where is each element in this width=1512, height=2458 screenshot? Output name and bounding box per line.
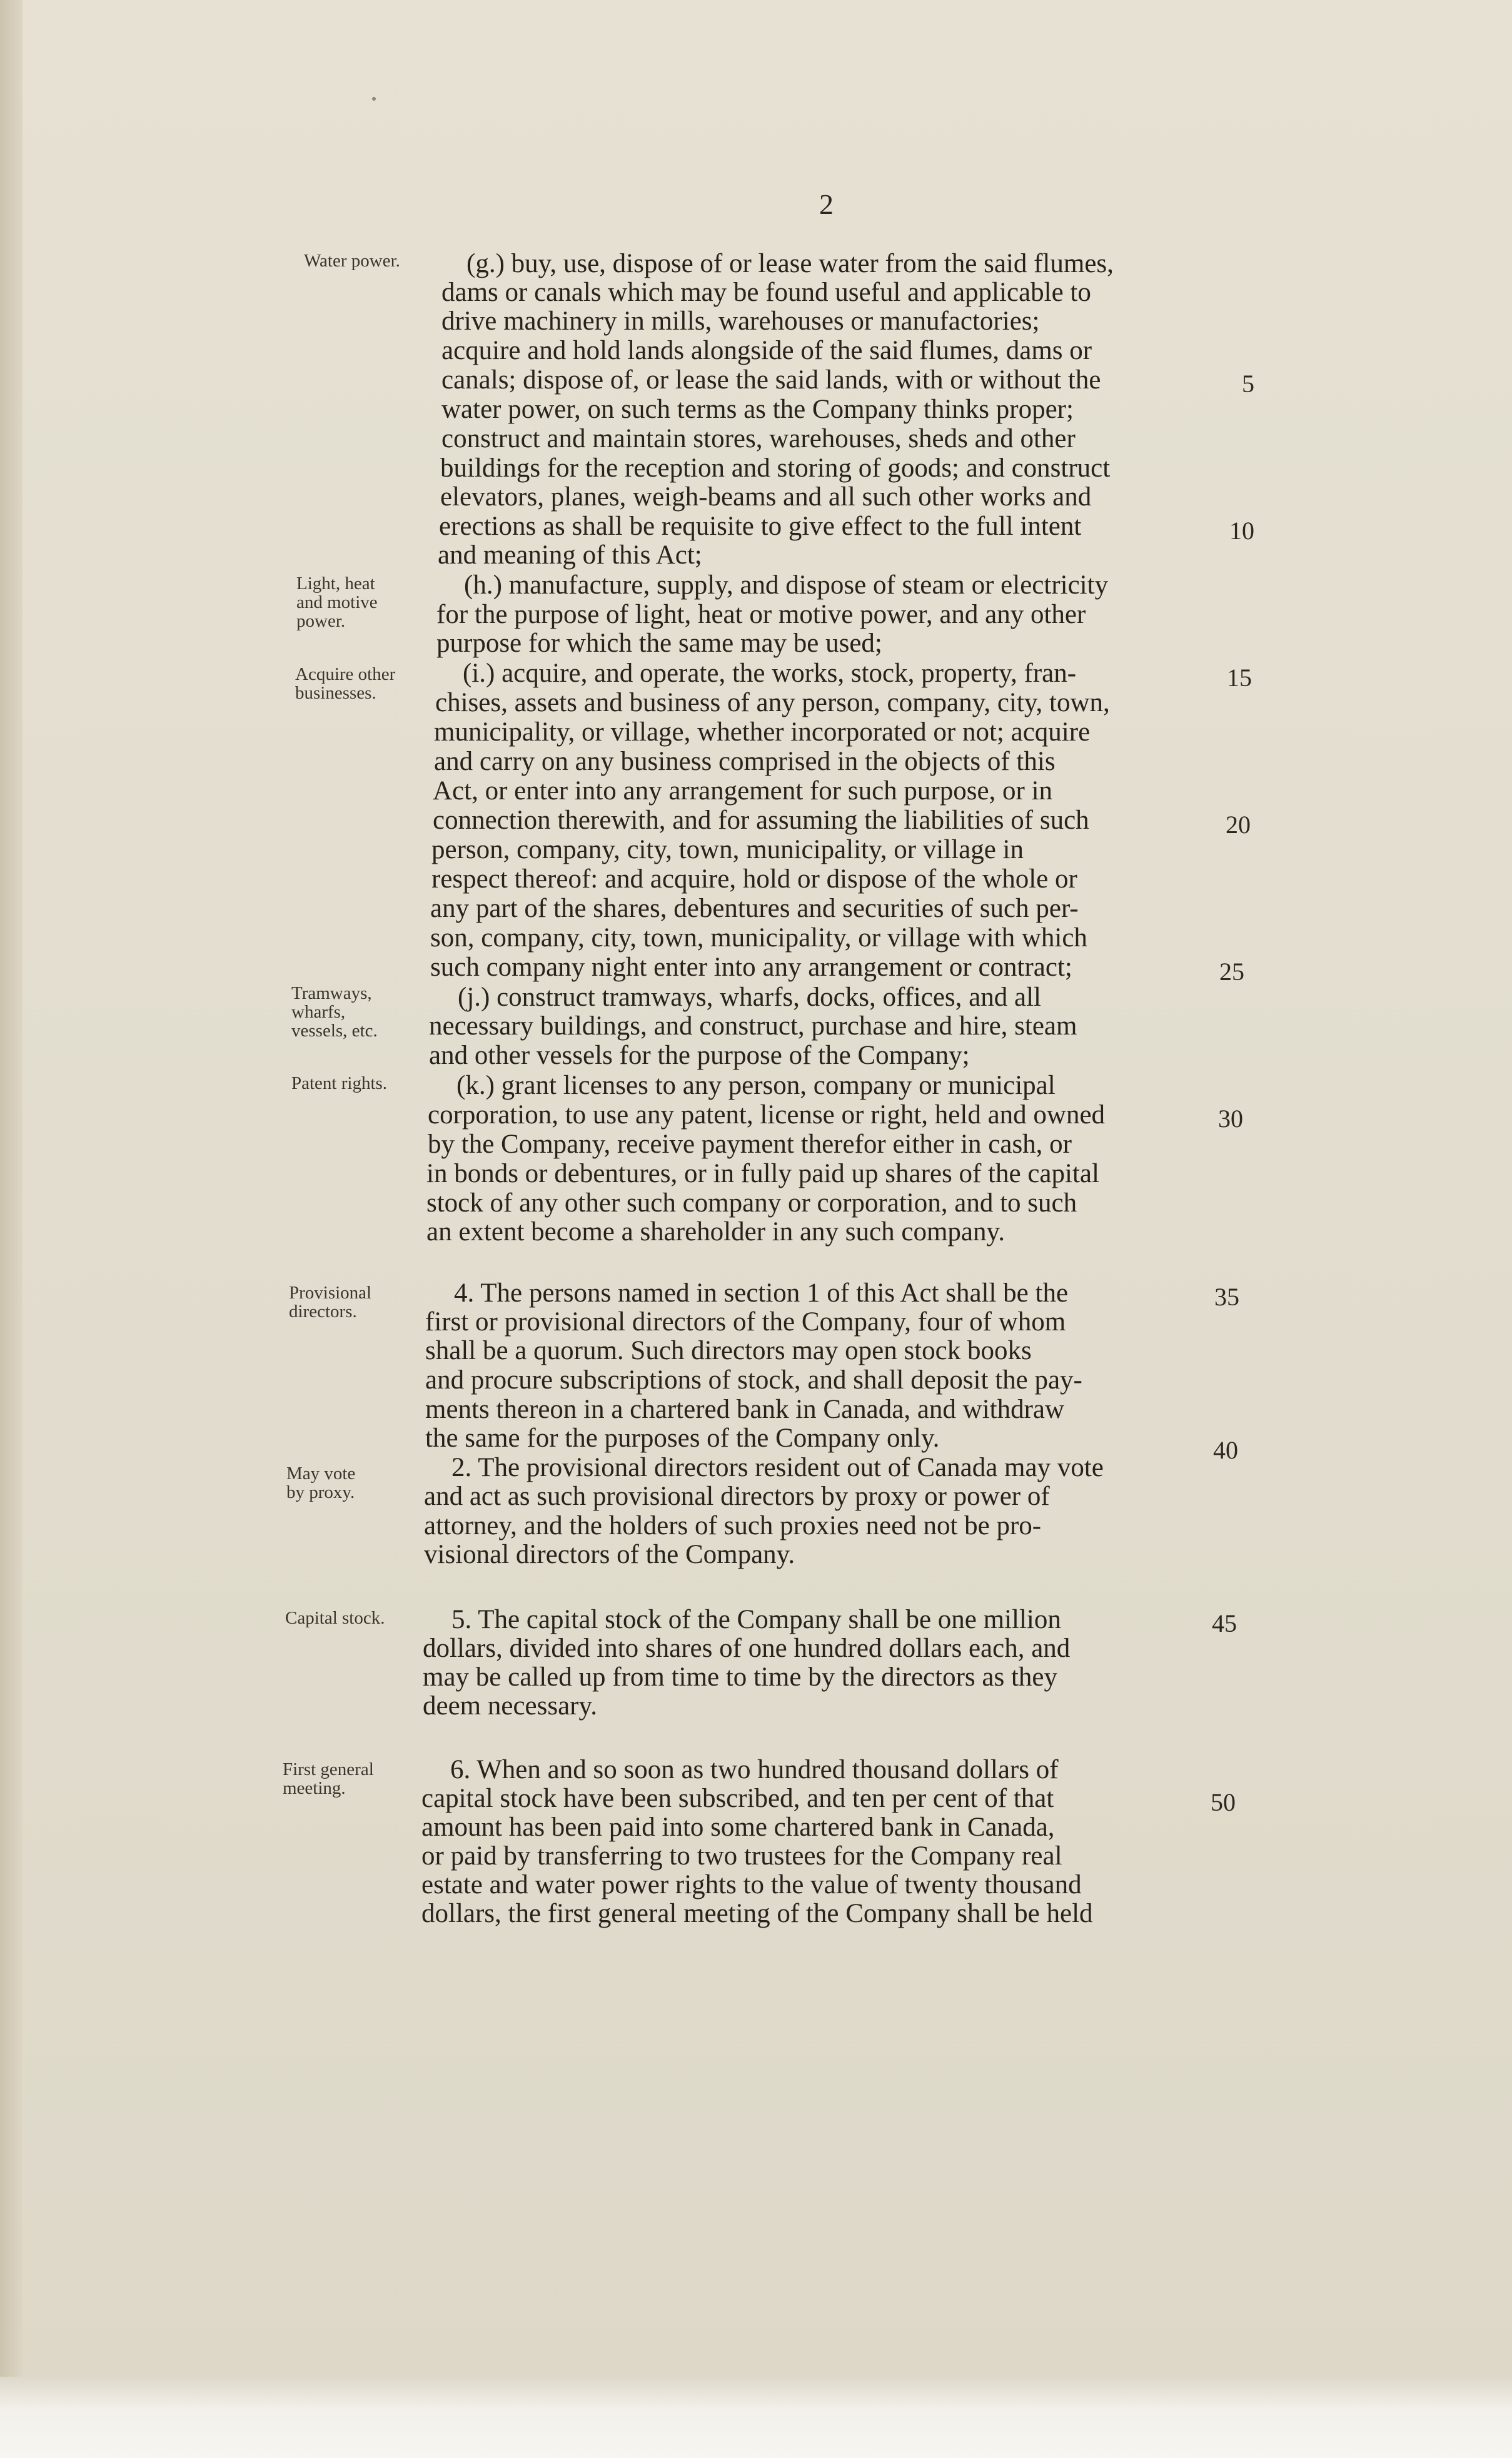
text-line: purpose for which the same may be used;: [436, 629, 882, 658]
text-line: dollars, the first general meeting of the Company shall be held: [421, 1899, 1093, 1928]
text-line: and other vessels for the purpose of the Company;: [429, 1041, 970, 1070]
margin-note-acquire-other: Acquire other businesses.: [295, 664, 396, 703]
text-line: municipality, or village, whether incorporated or not; acquire: [434, 717, 1091, 747]
text-line: son, company, city, town, municipality, or village with which: [430, 923, 1087, 953]
line-number: 45: [1212, 1609, 1237, 1637]
text-line: such company night enter into any arrangement or contract;: [430, 953, 1072, 982]
text-line: (i.) acquire, and operate, the works, stock, property, fran-: [463, 659, 1077, 688]
line-number: 25: [1219, 958, 1244, 986]
text-line: canals; dispose of, or lease the said lands, with or without the: [441, 365, 1101, 395]
text-line: (j.) construct tramways, wharfs, docks, offices, and all: [458, 983, 1041, 1012]
text-line: for the purpose of light, heat or motive power, and any other: [436, 600, 1086, 629]
line-number: 35: [1214, 1283, 1239, 1311]
text-line: 6. When and so soon as two hundred thousand dollars of: [450, 1755, 1059, 1784]
text-line: respect thereof: and acquire, hold or dispose of the whole or: [431, 864, 1077, 894]
margin-note-capital-stock: Capital stock.: [285, 1608, 385, 1628]
text-line: 2. The provisional directors resident out of Canada may vote: [451, 1453, 1104, 1482]
text-line: capital stock have been subscribed, and ten per cent of that: [421, 1784, 1054, 1813]
text-line: stock of any other such company or corporation, and to such: [426, 1188, 1077, 1218]
line-number: 40: [1213, 1436, 1238, 1464]
text-line: and meaning of this Act;: [438, 540, 702, 570]
text-line: drive machinery in mills, warehouses or manufactories;: [441, 306, 1040, 336]
text-line: visional directors of the Company.: [424, 1540, 795, 1569]
line-number: 15: [1227, 664, 1252, 692]
text-line: erections as shall be requisite to give effect to the full intent: [439, 512, 1082, 541]
text-line: elevators, planes, weigh-beams and all such other works and: [440, 482, 1092, 512]
page-number: 2: [819, 188, 834, 220]
line-number: 20: [1226, 811, 1251, 839]
text-line: acquire and hold lands alongside of the said flumes, dams or: [441, 336, 1092, 365]
text-line: the same for the purposes of the Company only.: [425, 1424, 940, 1453]
text-line: (k.) grant licenses to any person, company or municipal: [456, 1071, 1056, 1100]
text-line: an extent become a shareholder in any such company.: [426, 1217, 1005, 1247]
text-line: amount has been paid into some chartered bank in Canada,: [421, 1813, 1055, 1842]
text-line: ments thereon in a chartered bank in Canada, and withdraw: [425, 1395, 1065, 1424]
text-line: by the Company, receive payment therefor either in cash, or: [428, 1130, 1072, 1159]
text-line: any part of the shares, debentures and securities of such per-: [430, 894, 1079, 923]
margin-note-provisional-directors: Provisional directors.: [289, 1283, 372, 1322]
text-line: may be called up from time to time by the directors as they: [423, 1662, 1057, 1692]
line-number: 50: [1211, 1788, 1236, 1816]
text-line: first or provisional directors of the Company, four of whom: [425, 1307, 1066, 1337]
text-line: chises, assets and business of any person, company, city, town,: [435, 688, 1110, 717]
margin-note-light-heat: Light, heat and motive power.: [296, 574, 378, 631]
text-line: attorney, and the holders of such proxies need not be pro-: [424, 1511, 1042, 1540]
text-line: (g.) buy, use, dispose of or lease water from the said flumes,: [466, 249, 1114, 278]
page-edge-shadow: [0, 0, 23, 2458]
paper-speck: [372, 97, 376, 101]
text-line: estate and water power rights to the value of twenty thousand: [421, 1870, 1082, 1899]
margin-note-tramways: Tramways, wharfs, vessels, etc.: [291, 983, 378, 1041]
line-number: 30: [1218, 1105, 1243, 1133]
margin-note-water-power: Water power.: [304, 251, 400, 271]
text-line: dams or canals which may be found useful and applicable to: [441, 278, 1091, 307]
text-line: water power, on such terms as the Company thinks proper;: [441, 395, 1074, 424]
line-number: 5: [1242, 370, 1254, 398]
text-line: (h.) manufacture, supply, and dispose of steam or electricity: [464, 570, 1109, 600]
text-line: Act, or enter into any arrangement for such purpose, or in: [433, 776, 1053, 806]
text-line: and carry on any business comprised in the objects of this: [434, 747, 1056, 776]
margin-note-patent-rights: Patent rights.: [291, 1073, 388, 1093]
text-line: and procure subscriptions of stock, and shall deposit the pay-: [425, 1365, 1082, 1395]
page-bottom-edge: [0, 2377, 1512, 2458]
text-line: person, company, city, town, municipality, or village in: [431, 835, 1024, 864]
text-line: and act as such provisional directors by proxy or power of: [424, 1482, 1050, 1511]
text-line: construct and maintain stores, warehouses, sheds and other: [441, 424, 1076, 453]
margin-note-first-general-meeting: First general meeting.: [283, 1759, 374, 1798]
text-line: in bonds or debentures, or in fully paid up shares of the capital: [426, 1159, 1099, 1188]
line-number: 10: [1229, 517, 1254, 545]
text-line: necessary buildings, and construct, purchase and hire, steam: [429, 1011, 1077, 1041]
text-line: deem necessary.: [423, 1691, 597, 1721]
text-line: corporation, to use any patent, license or right, held and owned: [428, 1100, 1106, 1130]
text-line: buildings for the reception and storing of goods; and construct: [440, 453, 1111, 483]
text-line: connection therewith, and for assuming the liabilities of such: [433, 806, 1089, 835]
text-line: shall be a quorum. Such directors may open stock books: [425, 1336, 1032, 1365]
text-line: or paid by transferring to two trustees for the Company real: [421, 1841, 1062, 1871]
text-line: dollars, divided into shares of one hundred dollars each, and: [423, 1634, 1071, 1663]
margin-note-vote-by-proxy: May vote by proxy.: [286, 1464, 356, 1502]
text-line: 4. The persons named in section 1 of this Act shall be the: [454, 1278, 1069, 1308]
text-line: 5. The capital stock of the Company shall be one million: [451, 1605, 1061, 1634]
